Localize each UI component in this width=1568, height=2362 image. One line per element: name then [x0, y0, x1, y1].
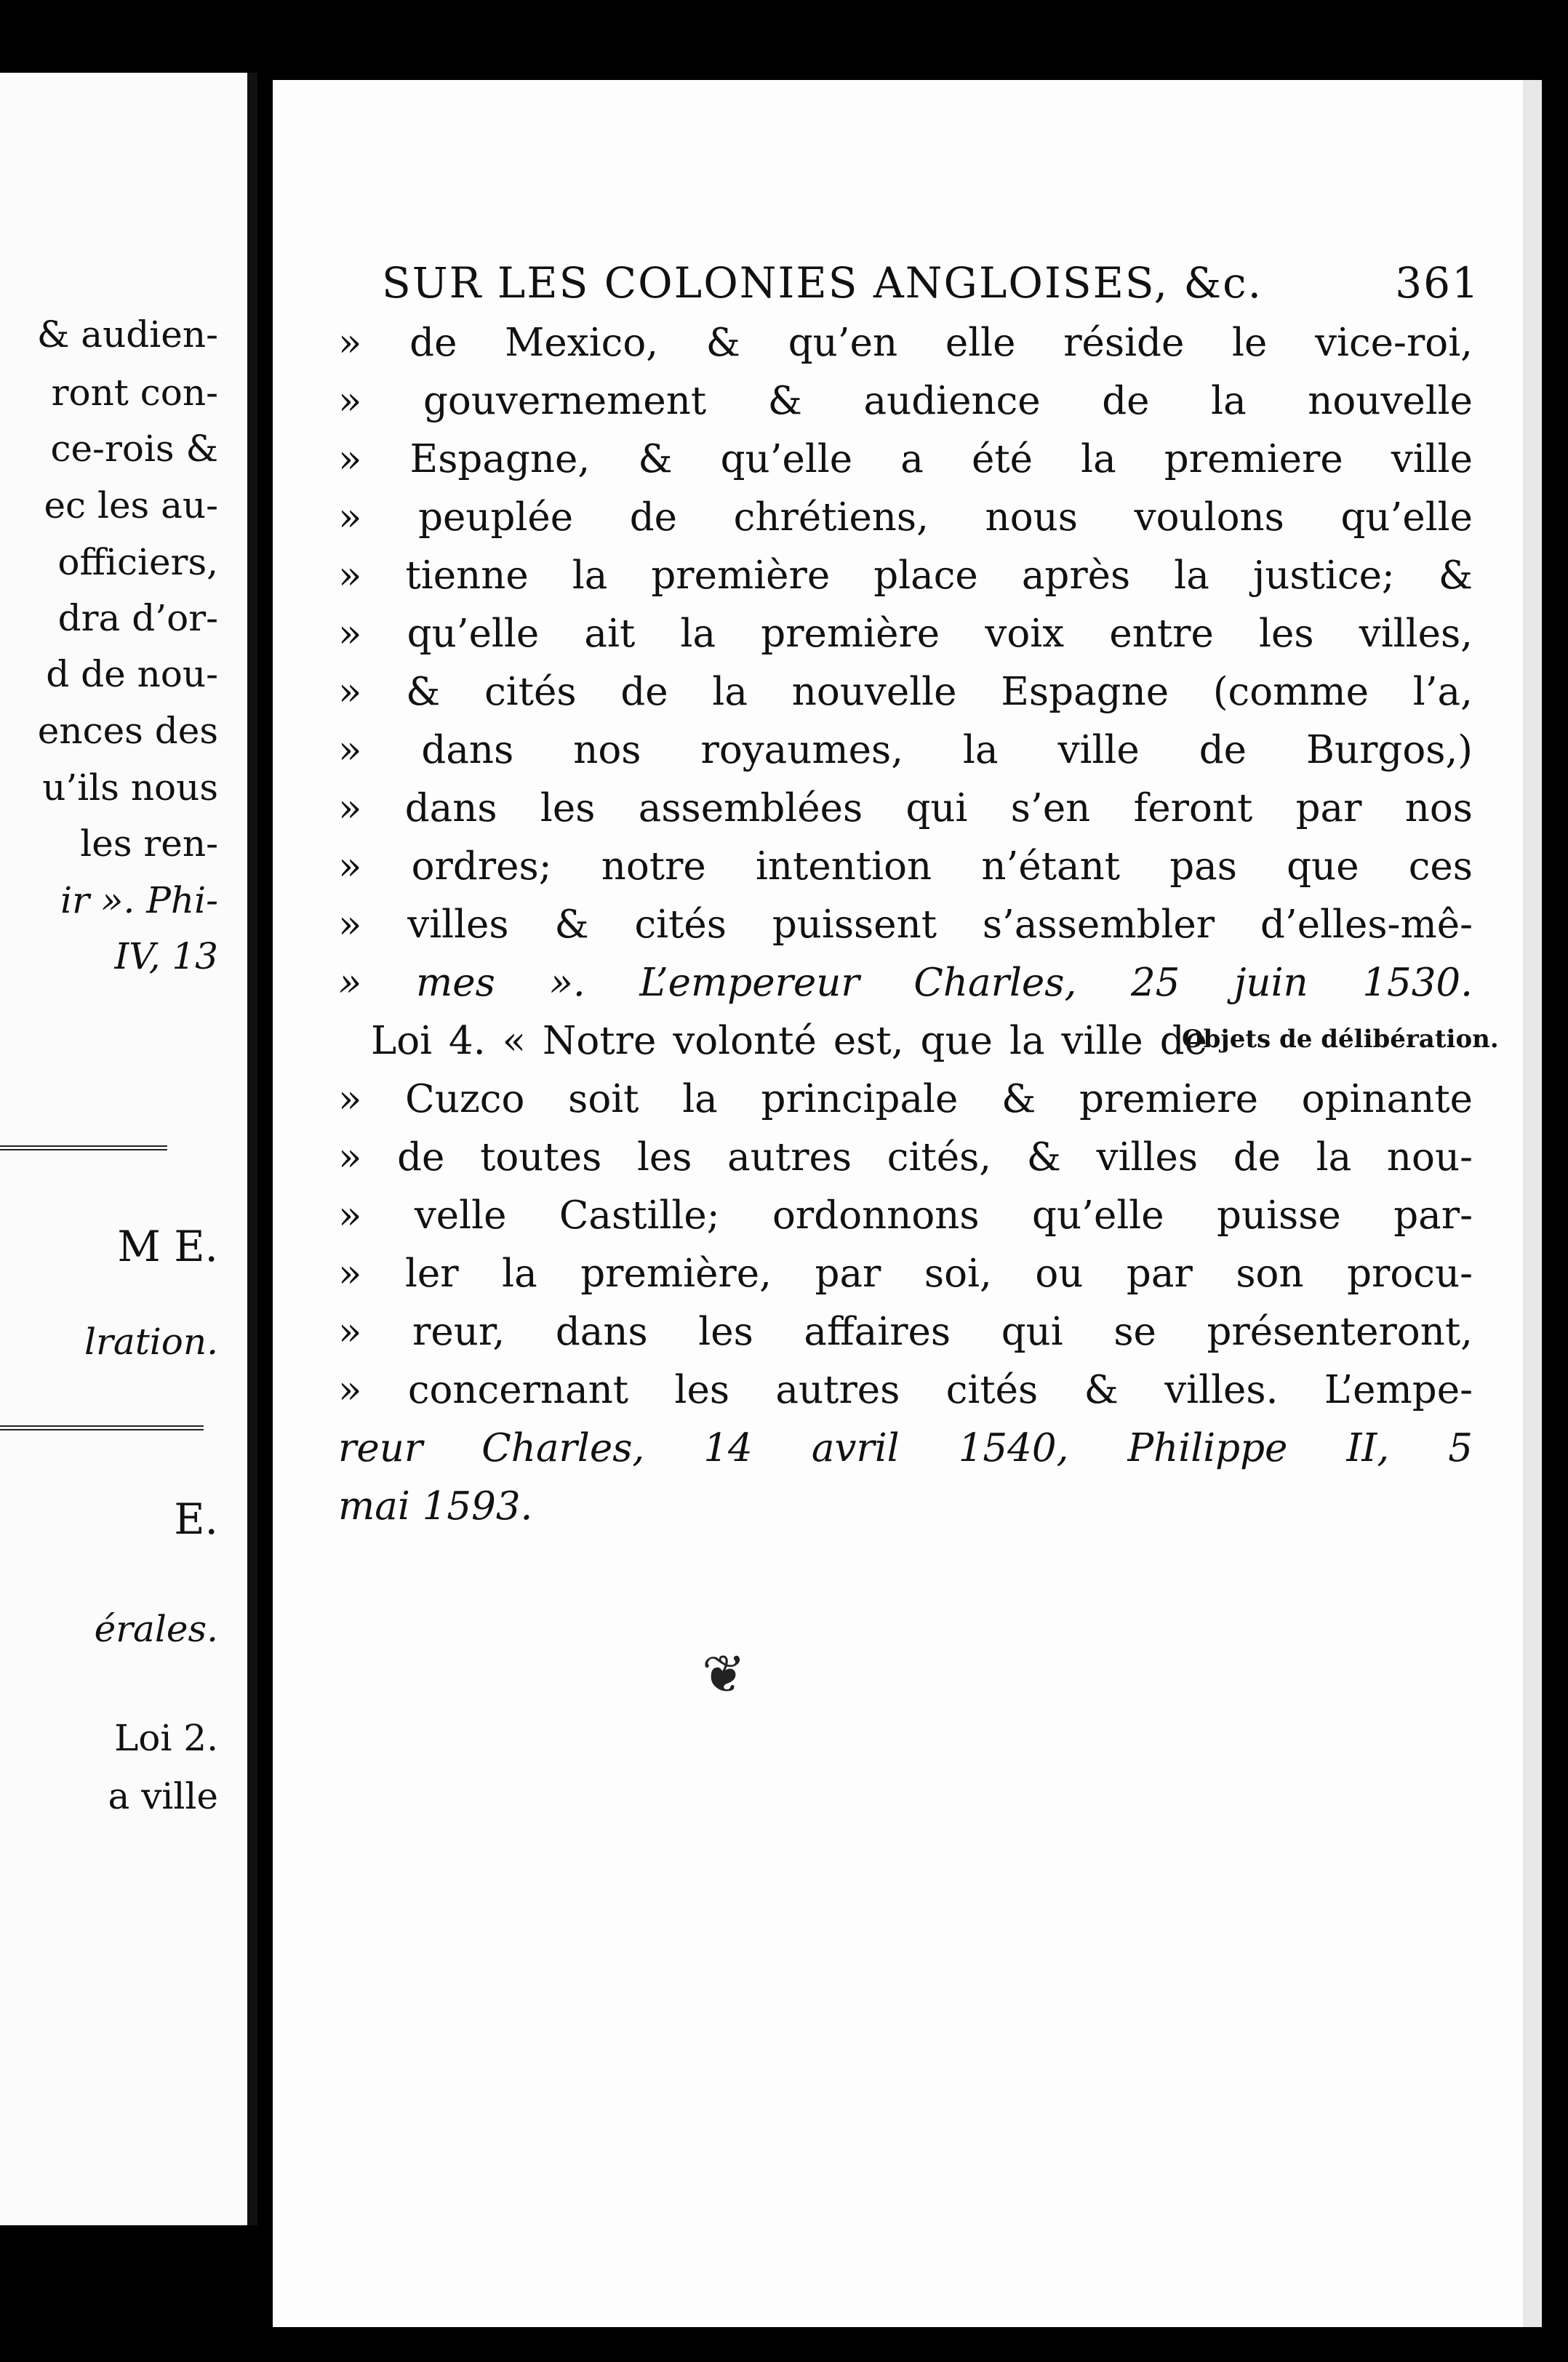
text-line: » villes & cités puissent s’assembler d’elles-mê-	[338, 902, 1473, 947]
left-line: d de nou-	[46, 653, 218, 695]
left-line: officiers,	[57, 541, 218, 583]
text-line: Loi 4. « Notre volonté est, que la ville de	[371, 1019, 1207, 1063]
text-line: » Espagne, & qu’elle a été la premiere ville	[338, 437, 1473, 481]
left-line: ront con-	[51, 372, 218, 414]
page-number: 361	[1395, 258, 1480, 308]
page-edge	[1523, 80, 1542, 2327]
text-line: » & cités de la nouvelle Espagne (comme l’a,	[338, 670, 1473, 714]
left-line: u’ils nous	[42, 766, 218, 809]
text-line: » mes ». L’empereur Charles, 25 juin 1530.	[338, 961, 1473, 1005]
text-line: » ordres; notre intention n’étant pas que ces	[338, 844, 1473, 889]
text-line: mai 1593.	[338, 1484, 533, 1529]
left-line: dra d’or-	[57, 597, 218, 639]
text-line: » qu’elle ait la première voix entre les villes,	[338, 612, 1473, 656]
left-double-rule	[0, 1425, 204, 1430]
text-line: » Cuzco soit la principale & premiere opinante	[338, 1077, 1473, 1121]
left-line: ences des	[37, 710, 218, 752]
left-line: E.	[174, 1494, 218, 1544]
left-line: ir ». Phi-	[60, 879, 218, 921]
left-line: les ren-	[80, 822, 218, 865]
left-line: M E.	[117, 1222, 218, 1271]
left-line: ec les au-	[44, 484, 218, 527]
running-header	[382, 258, 1480, 308]
text-line: » ler la première, par soi, ou par son procu-	[338, 1252, 1473, 1296]
left-line: érales.	[94, 1608, 218, 1650]
left-line: IV, 13	[114, 935, 218, 977]
right-page	[273, 80, 1542, 2327]
text-line: » dans nos royaumes, la ville de Burgos,)	[338, 728, 1473, 772]
text-line: » dans les assemblées qui s’en feront par nos	[338, 786, 1473, 830]
text-line: » de toutes les autres cités, & villes de la nou-	[338, 1135, 1473, 1180]
fleuron-ornament: ❦	[702, 1644, 746, 1705]
left-line: a ville	[108, 1775, 218, 1817]
text-line: reur Charles, 14 avril 1540, Philippe II, 5	[338, 1426, 1473, 1470]
running-title: SUR LES COLONIES ANGLOISES, &c.	[382, 258, 1263, 308]
left-line: Loi 2.	[114, 1717, 218, 1759]
left-ornament-rule	[0, 1145, 167, 1150]
text-line: » peuplée de chrétiens, nous voulons qu’elle	[338, 495, 1473, 540]
text-line: » reur, dans les affaires qui se présenteront,	[338, 1310, 1473, 1354]
text-line: » velle Castille; ordonnons qu’elle puisse par-	[338, 1193, 1473, 1238]
left-line: lration.	[84, 1321, 218, 1363]
margin-note: Objets de délibération.	[1182, 1025, 1499, 1054]
text-line: » tienne la première place après la justice; &	[338, 553, 1473, 598]
left-line: ce-rois &	[50, 428, 218, 470]
text-line: » concernant les autres cités & villes. L’empe-	[338, 1368, 1473, 1412]
left-line: & audien-	[36, 313, 218, 356]
left-page	[0, 73, 257, 2225]
text-line: » gouvernement & audience de la nouvelle	[338, 379, 1473, 423]
text-line: » de Mexico, & qu’en elle réside le vice-roi,	[338, 321, 1473, 365]
